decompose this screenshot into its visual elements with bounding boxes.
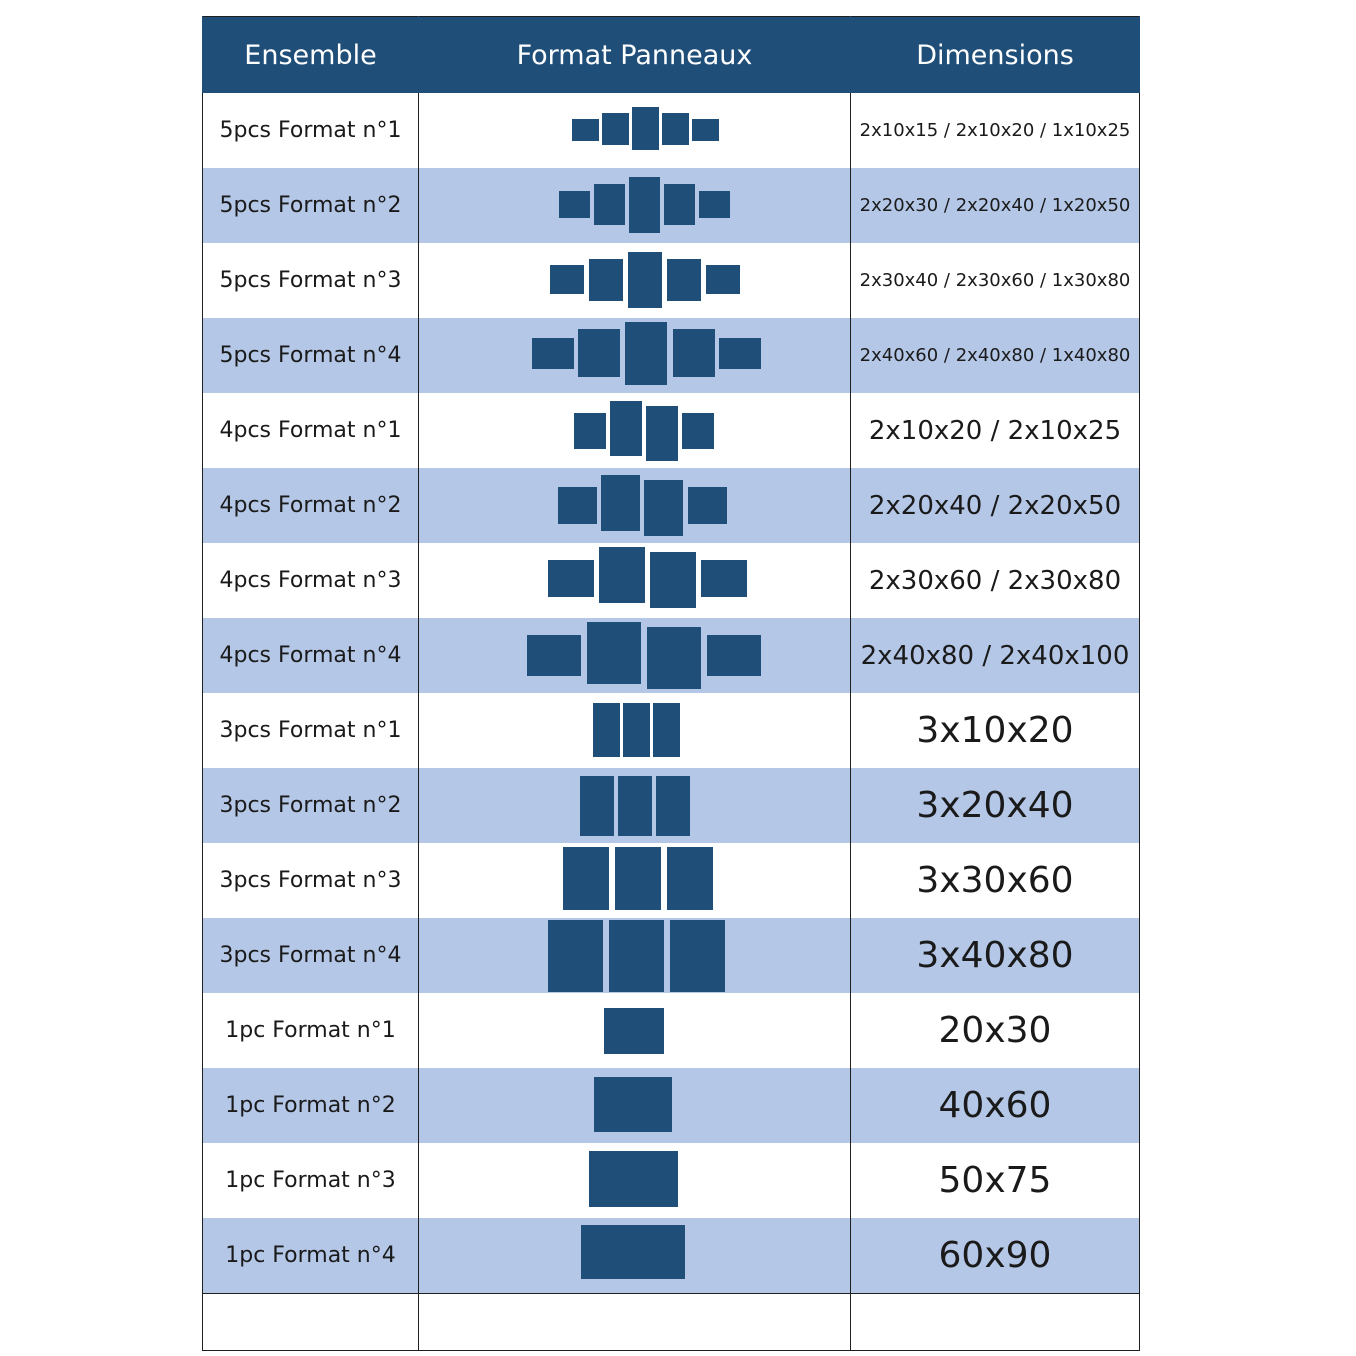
panel-rect xyxy=(701,560,747,597)
ensemble-cell: 1pc Format n°2 xyxy=(203,1068,419,1143)
panel-layout-diagram xyxy=(420,168,850,243)
header-row xyxy=(203,17,1140,94)
panel-layout-diagram xyxy=(420,843,850,918)
ensemble-cell: 5pcs Format n°4 xyxy=(203,318,419,393)
ensemble-cell: 3pcs Format n°4 xyxy=(203,918,419,993)
panel-rect xyxy=(707,635,761,676)
ensemble-cell: 3pcs Format n°2 xyxy=(203,768,419,843)
dimensions-cell: 3x20x40 xyxy=(851,768,1140,843)
panel-rect xyxy=(558,487,597,524)
panel-layout-cell xyxy=(419,618,851,693)
panel-rect xyxy=(629,177,660,233)
panel-rect xyxy=(625,322,667,385)
panel-rect xyxy=(602,113,629,145)
table-row xyxy=(203,543,1140,618)
table-row xyxy=(203,918,1140,993)
header-dimensions: Dimensions xyxy=(851,17,1140,94)
panel-layout-diagram xyxy=(420,393,850,468)
panel-rect xyxy=(688,487,727,524)
panel-layout-diagram xyxy=(420,318,850,393)
panel-rect xyxy=(662,113,689,145)
table-row xyxy=(203,768,1140,843)
panel-layout-cell xyxy=(419,393,851,468)
table-row xyxy=(203,618,1140,693)
panel-rect xyxy=(618,776,652,836)
panel-rect xyxy=(682,413,714,449)
panel-rect xyxy=(653,703,680,757)
panel-rect xyxy=(581,1225,685,1279)
panel-layout-diagram xyxy=(420,1218,850,1293)
table-row xyxy=(203,318,1140,393)
ensemble-cell: 5pcs Format n°1 xyxy=(203,93,419,168)
table-row xyxy=(203,1143,1140,1218)
panel-rect xyxy=(667,847,713,910)
panel-layout-diagram xyxy=(420,468,850,543)
panel-rect xyxy=(667,259,701,301)
panel-layout-cell xyxy=(419,93,851,168)
table-row xyxy=(203,1218,1140,1294)
dimensions-cell: 40x60 xyxy=(851,1068,1140,1143)
table-row xyxy=(203,393,1140,468)
panel-layout-cell xyxy=(419,693,851,768)
panel-rect xyxy=(670,920,725,992)
table-row xyxy=(203,993,1140,1068)
panel-rect xyxy=(589,259,623,301)
panel-rect xyxy=(593,703,620,757)
panel-layout-cell xyxy=(419,168,851,243)
dimensions-cell: 20x30 xyxy=(851,993,1140,1068)
panel-layout-diagram xyxy=(420,1143,850,1218)
empty-cell xyxy=(419,1294,851,1351)
panel-rect xyxy=(594,184,625,225)
dimensions-cell: 60x90 xyxy=(851,1218,1140,1294)
panel-layout-cell xyxy=(419,768,851,843)
panel-layout-diagram xyxy=(420,243,850,318)
panel-rect xyxy=(609,920,664,992)
panel-layout-diagram xyxy=(420,1068,850,1143)
ensemble-cell: 4pcs Format n°1 xyxy=(203,393,419,468)
panel-layout-diagram xyxy=(420,543,850,618)
panel-rect xyxy=(623,703,650,757)
panel-rect xyxy=(646,406,678,461)
ensemble-cell: 4pcs Format n°4 xyxy=(203,618,419,693)
panel-layout-cell xyxy=(419,318,851,393)
ensemble-cell: 3pcs Format n°1 xyxy=(203,693,419,768)
dimensions-cell: 3x10x20 xyxy=(851,693,1140,768)
panel-rect xyxy=(572,119,599,141)
panel-layout-diagram xyxy=(420,918,850,993)
panel-rect xyxy=(548,920,603,992)
panel-rect xyxy=(574,413,606,449)
panel-layout-cell xyxy=(419,1068,851,1143)
dimensions-cell: 2x20x30 / 2x20x40 / 1x20x50 xyxy=(851,168,1140,243)
dimensions-cell: 2x10x20 / 2x10x25 xyxy=(851,393,1140,468)
ensemble-cell: 5pcs Format n°3 xyxy=(203,243,419,318)
table-row xyxy=(203,243,1140,318)
panel-rect xyxy=(527,635,581,676)
panel-layout-cell xyxy=(419,918,851,993)
panel-rect xyxy=(599,547,645,603)
panel-layout-cell xyxy=(419,468,851,543)
empty-cell xyxy=(851,1294,1140,1351)
panel-layout-diagram xyxy=(420,768,850,843)
panel-rect xyxy=(647,627,701,689)
panel-rect xyxy=(699,191,730,218)
panel-rect xyxy=(594,1077,672,1132)
panel-rect xyxy=(587,622,641,684)
table-row xyxy=(203,693,1140,768)
ensemble-cell: 4pcs Format n°2 xyxy=(203,468,419,543)
table-row xyxy=(203,93,1140,168)
format-size-table xyxy=(202,16,1140,1351)
panel-layout-diagram xyxy=(420,618,850,693)
table-row xyxy=(203,843,1140,918)
panel-rect xyxy=(601,475,640,531)
dimensions-cell: 2x40x80 / 2x40x100 xyxy=(851,618,1140,693)
panel-layout-cell xyxy=(419,243,851,318)
panel-rect xyxy=(644,480,683,536)
panel-rect xyxy=(673,329,715,377)
panel-rect xyxy=(706,265,740,294)
dimensions-cell: 2x10x15 / 2x10x20 / 1x10x25 xyxy=(851,93,1140,168)
panel-rect xyxy=(580,776,614,836)
empty-cell xyxy=(203,1294,419,1351)
dimensions-cell: 3x30x60 xyxy=(851,843,1140,918)
panel-rect xyxy=(650,552,696,608)
panel-layout-diagram xyxy=(420,693,850,768)
panel-rect xyxy=(615,847,661,910)
ensemble-cell: 1pc Format n°3 xyxy=(203,1143,419,1218)
panel-rect xyxy=(664,184,695,225)
panel-rect xyxy=(719,338,761,369)
ensemble-cell: 3pcs Format n°3 xyxy=(203,843,419,918)
ensemble-cell: 5pcs Format n°2 xyxy=(203,168,419,243)
table-row xyxy=(203,1068,1140,1143)
panel-rect xyxy=(610,401,642,456)
dimensions-cell: 2x30x40 / 2x30x60 / 1x30x80 xyxy=(851,243,1140,318)
table-row xyxy=(203,168,1140,243)
dimensions-cell: 50x75 xyxy=(851,1143,1140,1218)
panel-rect xyxy=(550,265,584,294)
ensemble-cell: 4pcs Format n°3 xyxy=(203,543,419,618)
panel-layout-diagram xyxy=(420,993,850,1068)
panel-rect xyxy=(628,252,662,308)
header-format-panneaux: Format Panneaux xyxy=(419,17,851,94)
panel-rect xyxy=(604,1008,664,1054)
panel-layout-cell xyxy=(419,993,851,1068)
header-ensemble: Ensemble xyxy=(203,17,419,94)
table-row xyxy=(203,468,1140,543)
ensemble-cell: 1pc Format n°4 xyxy=(203,1218,419,1294)
panel-rect xyxy=(632,107,659,150)
ensemble-cell: 1pc Format n°1 xyxy=(203,993,419,1068)
panel-rect xyxy=(578,329,620,377)
panel-layout-cell xyxy=(419,543,851,618)
panel-rect xyxy=(563,847,609,910)
dimensions-cell: 2x40x60 / 2x40x80 / 1x40x80 xyxy=(851,318,1140,393)
panel-rect xyxy=(559,191,590,218)
panel-layout-diagram xyxy=(420,93,850,168)
panel-rect xyxy=(532,338,574,369)
panel-rect xyxy=(692,119,719,141)
panel-layout-cell xyxy=(419,1143,851,1218)
panel-rect xyxy=(589,1151,678,1207)
panel-rect xyxy=(548,560,594,597)
dimensions-cell: 3x40x80 xyxy=(851,918,1140,993)
dimensions-cell: 2x30x60 / 2x30x80 xyxy=(851,543,1140,618)
panel-rect xyxy=(656,776,690,836)
empty-row xyxy=(203,1294,1140,1351)
panel-layout-cell xyxy=(419,843,851,918)
dimensions-cell: 2x20x40 / 2x20x50 xyxy=(851,468,1140,543)
table-body xyxy=(203,93,1140,1351)
panel-layout-cell xyxy=(419,1218,851,1294)
